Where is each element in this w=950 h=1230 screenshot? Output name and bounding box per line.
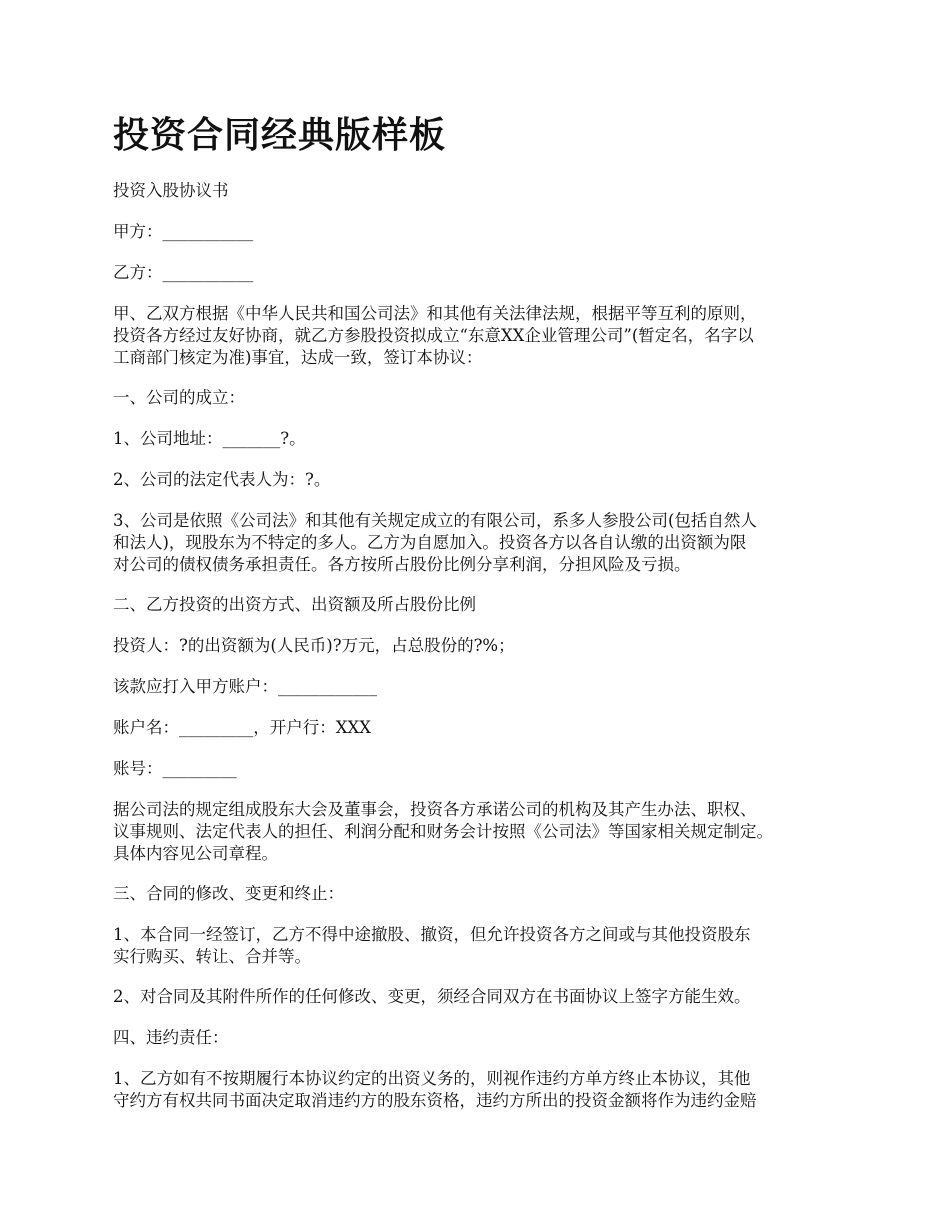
- paragraph-preamble: 甲、乙双方根据《中华人民共和国公司法》和其他有关法律法规，根据平等互利的原则， 投资各方经过友好协商，就乙方参股投资拟成立“东意XX企业管理公司”(暂定名，名字以 工商部门核定为准)事宜，达成一致，签订本协议：: [113, 304, 757, 367]
- paragraph-modification-2: 2、对合同及其附件所作的任何修改、变更，须经合同双方在书面协议上签字方能生效。: [113, 987, 751, 1006]
- paragraph-party-a: 甲方：___________: [113, 222, 254, 241]
- section-heading-establishment: 一、公司的成立：: [113, 388, 245, 407]
- paragraph-company-nature: 3、公司是依照《公司法》和其他有关规定成立的有限公司，系多人参股公司(包括自然人 和法人)，现股东为不特定的多人。乙方为自愿加入。投资各方以各自认缴的出资额为限 对公司的债权债务承担责任。各方按所占股份比例分享利润，分担风险及亏损。: [113, 511, 757, 574]
- paragraph-account-name: 账户名：_________，开户行：XXX: [113, 718, 371, 737]
- paragraph-agreement-name: 投资入股协议书: [113, 181, 229, 200]
- section-heading-modification: 三、合同的修改、变更和终止：: [113, 884, 344, 903]
- paragraph-shareholder-board: 据公司法的规定组成股东大会及董事会，投资各方承诺公司的机构及其产生办法、职权、 议事规则、法定代表人的担任、利润分配和财务会计按照《公司法》等国家相关规定制定。 具体内容见公司章程。: [113, 800, 773, 863]
- document-page: [113, 112, 873, 1130]
- paragraph-liability-1: 1、乙方如有不按期履行本协议约定的出资义务的，则视作违约方单方终止本协议，其他 守约方有权共同书面决定取消违约方的股东资格，违约方所出的投资金额将作为违约金赔: [113, 1069, 757, 1110]
- section-heading-liability: 四、违约责任：: [113, 1028, 229, 1047]
- paragraph-legal-representative: 2、公司的法定代表人为：?。: [113, 470, 331, 489]
- paragraph-account-number: 账号：_________: [113, 759, 237, 778]
- paragraph-company-address: 1、公司地址：_______?。: [113, 429, 306, 448]
- document-title: 投资合同经典版样板: [113, 115, 447, 156]
- paragraph-account-target: 该款应打入甲方账户：____________: [113, 677, 377, 696]
- paragraph-party-b: 乙方：___________: [113, 263, 254, 282]
- paragraph-investor-amount: 投资人：?的出资额为(人民币)?万元，占总股份的?%；: [113, 636, 515, 655]
- section-heading-investment: 二、乙方投资的出资方式、出资额及所占股份比例: [113, 595, 476, 614]
- paragraph-modification-1: 1、本合同一经签订，乙方不得中途撤股、撤资，但允许投资各方之间或与其他投资股东 实行购买、转让、合并等。: [113, 925, 751, 966]
